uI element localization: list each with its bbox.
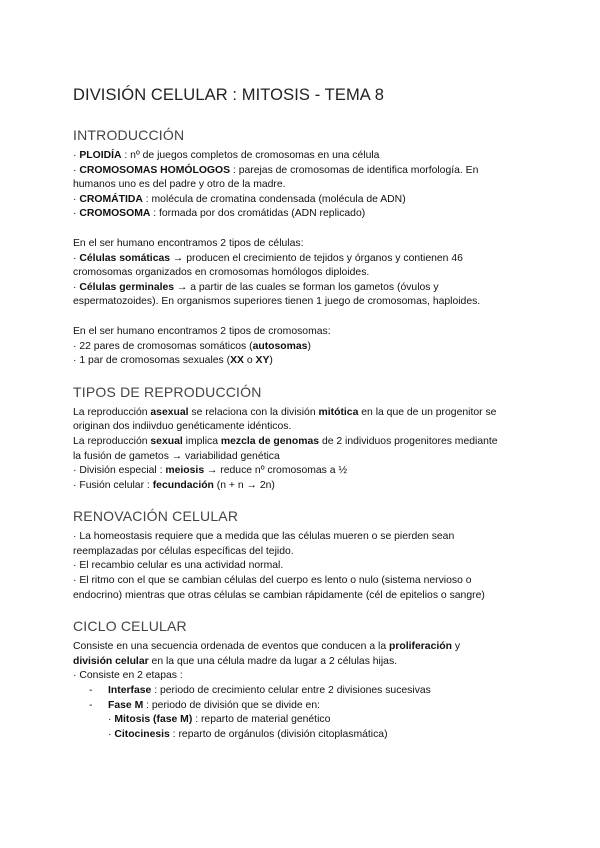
line-homeostasis-cont: reemplazadas por células específicas del tejido. — [73, 545, 294, 557]
list-item-interfase: - Interfase : periodo de crecimiento celular entre 2 divisiones sucesivas — [89, 685, 431, 697]
line-repro-sexual: La reproducción sexual implica mezcla de genomas de 2 individuos progenitores mediante — [73, 435, 498, 447]
line-cromatida: · CROMÁTIDA : molécula de cromatina condensada (molécula de ADN) — [73, 193, 406, 205]
chrom-intro: En el ser humano encontramos 2 tipos de cromosomas: — [73, 325, 331, 337]
heading-renovacion-celular: RENOVACIÓN CELULAR — [73, 508, 239, 525]
line-ciclo-def: Consiste en una secuencia ordenada de eventos que conducen a la proliferación y — [73, 641, 461, 653]
list-item-fase-m: - Fase M : periodo de división que se divide en: — [89, 699, 320, 711]
line-homeostasis: · La homeostasis requiere que a medida que las células mueren o se pierden sean — [73, 531, 455, 543]
list-item-mitosis: · Mitosis (fase M) : reparto de material genético — [108, 714, 331, 726]
line-cromosomas-sexuales: · 1 par de cromosomas sexuales (XX o XY) — [73, 355, 273, 367]
line-celulas-somaticas: · Células somáticas → producen el crecimiento de tejidos y órganos y contienen 46 — [73, 252, 463, 264]
line-meiosis: · División especial : meiosis → reduce nº cromosomas a ½ — [73, 465, 348, 477]
line-ritmo: · El ritmo con el que se cambian células del cuerpo es lento o nulo (sistema nervioso o — [73, 575, 472, 587]
cells-intro: En el ser humano encontramos 2 tipos de células: — [73, 237, 304, 249]
line-cromosomas-homologos: · CROMOSOMAS HOMÓLOGOS : parejas de cromosomas de identifica morfología. En — [73, 164, 479, 176]
page-title: DIVISIÓN CELULAR : MITOSIS - TEMA 8 — [73, 86, 384, 104]
line-etapas: · Consiste en 2 etapas : — [73, 670, 183, 682]
line-repro-asexual: La reproducción asexual se relaciona con la división mitótica en la que de un progenitor se — [73, 406, 497, 418]
line-ritmo-cont: endocrino) mientras que otras células se cambian rápidamente (cél de epitelios o sangre) — [73, 589, 485, 601]
line-germinales-cont: espermatozoides). En organismos superiores tienen 1 juego de cromosomas, haploides. — [73, 296, 481, 308]
document-page — [73, 86, 543, 742]
line-autosomas: · 22 pares de cromosomas somáticos (autosomas) — [73, 340, 311, 352]
line-homologos-cont: humanos uno es del padre y otro de la madre. — [73, 179, 286, 191]
list-item-citocinesis: · Citocinesis : reparto de orgánulos (división citoplasmática) — [108, 728, 388, 740]
heading-tipos-reproduccion: TIPOS DE REPRODUCCIÓN — [73, 383, 262, 400]
line-ploidia: · PLOIDÍA : nº de juegos completos de cromosomas en una célula — [73, 150, 380, 161]
line-repro-sexual-cont: la fusión de gametos → variabilidad genética — [73, 450, 280, 462]
heading-ciclo-celular: CICLO CELULAR — [73, 618, 187, 635]
line-repro-asexual-cont: originan dos indiivduo genéticamente idénticos. — [73, 421, 292, 433]
line-ciclo-def-cont: división celular en la que una célula madre da lugar a 2 células hijas. — [73, 655, 398, 667]
line-fecundacion: · Fusión celular : fecundación (n + n → 2n) — [73, 479, 275, 491]
line-cromosoma: · CROMOSOMA : formada por dos cromátidas (ADN replicado) — [73, 208, 366, 220]
line-somaticas-cont: cromosomas organizados en cromosomas homólogos diploides. — [73, 267, 370, 279]
line-celulas-germinales: · Células germinales → a partir de las cuales se forman los gametos (óvulos y — [73, 281, 439, 293]
heading-introduccion: INTRODUCCIÓN — [73, 127, 185, 143]
line-recambio: · El recambio celular es una actividad normal. — [73, 560, 284, 572]
